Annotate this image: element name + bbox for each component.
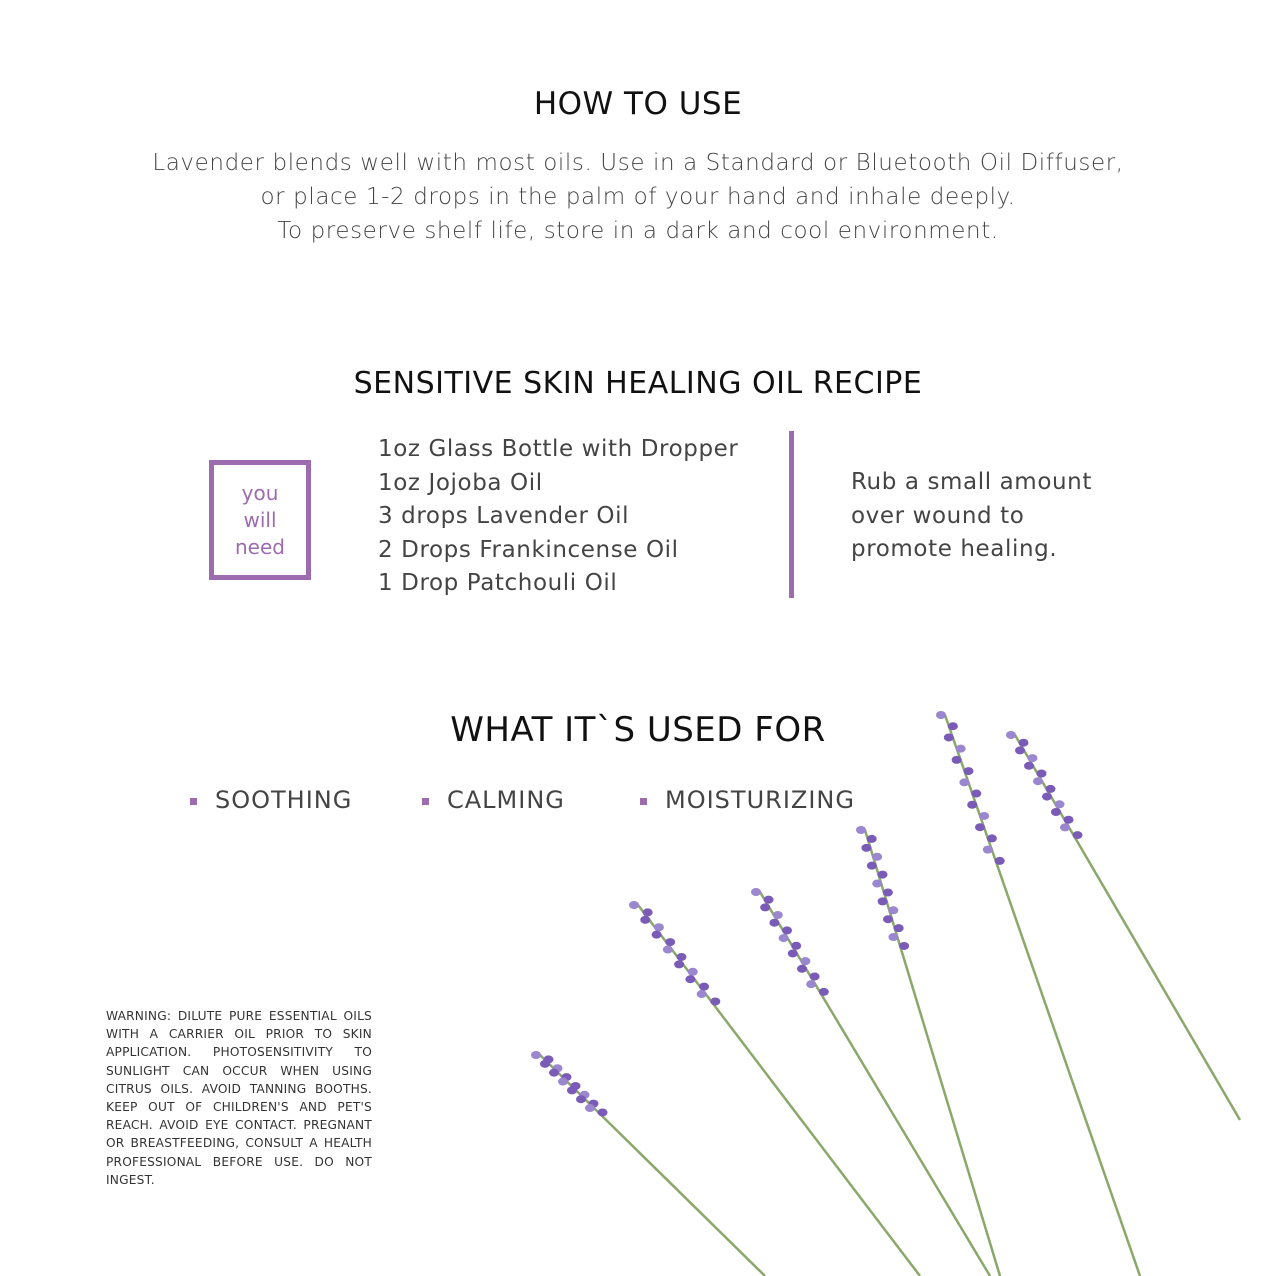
lavender-bud [883,915,893,923]
lavender-bud [1028,754,1038,762]
lavender-bud [856,826,866,834]
how-line: Lavender blends well with most oils. Use in a Standard or Bluetooth Oil Diffuser, [152,150,1124,176]
lavender-bud [769,919,779,927]
use-label: SOOTHING [215,786,353,814]
recipe-instructions [851,466,1092,567]
lavender-bud [1060,823,1070,831]
lavender-bud [1024,762,1034,770]
lavender-bud [558,1078,568,1086]
instruction-line: Rub a small amount [851,469,1092,495]
badge-line: will [243,507,277,532]
lavender-bud [1055,800,1065,808]
lavender-bud [1037,770,1047,778]
lavender-bud [685,975,695,983]
lavender-bud [867,862,877,870]
lavender-bud [773,911,783,919]
use-label: CALMING [447,786,565,814]
lavender-bud [899,942,909,950]
lavender-bud [567,1086,577,1094]
lavender-bud [788,949,798,957]
lavender-bud [576,1095,586,1103]
lavender-bud [971,790,981,798]
bullet-icon [190,798,197,805]
lavender-stem [865,830,1000,1276]
use-item-moisturizing [640,786,855,814]
lavender-bud [697,990,707,998]
ingredient: 2 Drops Frankincense Oil [378,536,679,563]
lavender-bud [872,880,882,888]
how-line: To preserve shelf life, store in a dark and cool environment. [277,218,999,244]
lavender-bud [654,923,664,931]
lavender-bud [663,946,673,954]
bullet-icon [422,798,429,805]
badge-line: you [241,480,279,505]
you-will-need-badge [209,460,311,580]
lavender-bud [800,957,810,965]
ingredient: 1 Drop Patchouli Oil [378,570,618,596]
lavender-bud [810,972,820,980]
lavender-bud [883,888,893,896]
use-label: MOISTURIZING [665,786,855,814]
lavender-bud [629,901,639,909]
lavender-bud [959,778,969,786]
lavender-bud [710,997,720,1005]
lavender-bud [979,812,989,820]
lavender-bud [1042,793,1052,801]
lavender-bud [1046,785,1056,793]
lavender-bud [872,853,882,861]
lavender-bud [987,834,997,842]
lavender-bud [751,888,761,896]
uses-title: WHAT IT`S USED FOR [450,710,826,750]
lavender-bud [975,823,985,831]
lavender-bud [861,844,871,852]
lavender-bud [894,924,904,932]
warning-body: DILUTE PURE ESSENTIAL OILS WITH A CARRIER OIL PRIOR TO SKIN APPLICATION. PHOTOSENSITIVITY TO SUNLIGHT CAN OCCUR WHEN USING CITRUS OILS. AVOID TANNING BOOTHS. KEEP OUT OF CHILDREN'S AND PET'S REACH. AVOID EYE CONTACT. PREGNANT OR BREASTFEEDING, CONSULT A HEALTH PROFESSIONAL BEFORE USE. DO NOT INGEST. [106,1009,372,1187]
use-item-soothing [190,786,352,814]
lavender-bud [888,906,898,914]
lavender-bud [549,1069,559,1077]
ingredient: 1oz Jojoba Oil [378,469,543,496]
use-item-calming [422,786,565,814]
bullet-icon [640,798,647,805]
lavender-bud [676,953,686,961]
lavender-bud [819,988,829,996]
lavender-bud [640,916,650,924]
badge-line: need [235,534,285,559]
how-to-use-text [0,146,1276,248]
warning-text [106,1007,372,1189]
lavender-stem [1015,735,1240,1120]
lavender-bud [1033,777,1043,785]
lavender-bud [878,897,888,905]
lavender-bud [598,1108,608,1116]
lavender-bud [760,903,770,911]
recipe-title: SENSITIVE SKIN HEALING OIL RECIPE [353,366,923,401]
lavender-bud [764,896,774,904]
lavender-bud [1064,816,1074,824]
ingredient: 3 drops Lavender Oil [378,503,630,529]
instruction-line: promote healing. [851,536,1058,562]
divider [789,431,794,598]
how-line: or place 1-2 drops in the palm of your hand and inhale deeply. [260,184,1016,210]
instruction-line: over wound to [851,502,1025,529]
warning-label: WARNING: [106,1009,172,1023]
lavender-bud [952,756,962,764]
lavender-bud [652,931,662,939]
lavender-bud [995,857,1005,865]
lavender-bud [540,1060,550,1068]
lavender-bud [779,934,789,942]
lavender-bud [1073,831,1083,839]
ingredients-list [378,433,738,601]
lavender-bud [674,960,684,968]
lavender-bud [782,926,792,934]
how-to-use-title: HOW TO USE [533,86,743,122]
lavender-bud [967,801,977,809]
lavender-sprigs-image [520,690,1276,1276]
lavender-bud [964,767,974,775]
lavender-bud [878,871,888,879]
lavender-bud [643,908,653,916]
lavender-bud [806,980,816,988]
lavender-bud [699,983,709,991]
ingredient: 1oz Glass Bottle with Dropper [378,436,739,462]
lavender-bud [585,1104,595,1112]
lavender-bud [983,846,993,854]
lavender-bud [665,938,675,946]
lavender-bud [797,965,807,973]
lavender-bud [688,968,698,976]
lavender-bud [867,835,877,843]
lavender-bud [888,933,898,941]
lavender-bud [1051,808,1061,816]
lavender-bud [531,1051,541,1059]
lavender-bud [791,942,801,950]
